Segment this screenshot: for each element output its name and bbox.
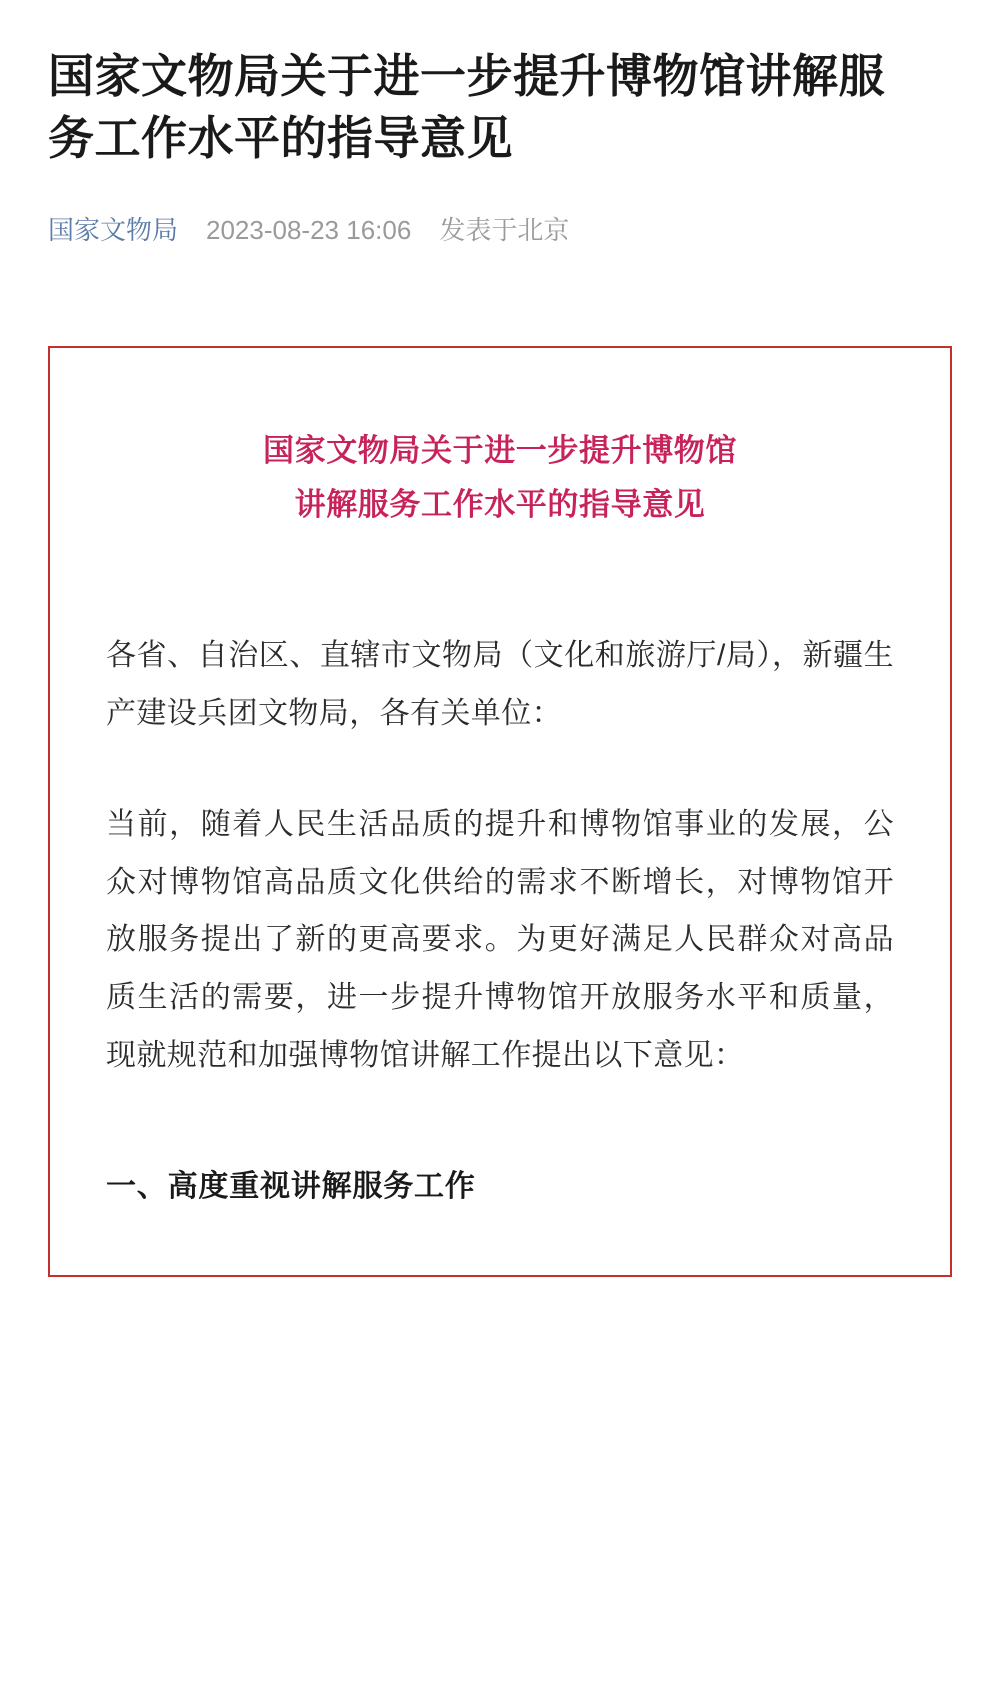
document-paragraph: 当前，随着人民生活品质的提升和博物馆事业的发展，公众对博物馆高品质文化供给的需求不断增长，对博物馆开放服务提出了新的更高要求。为更好满足人民群众对高品质生活的需要，进一步提升博物馆开放服务水平和质量，现就规范和加强博物馆讲解工作提出以下意见： bbox=[106, 808, 894, 1072]
meta-publish-location: 发表于北京 bbox=[439, 215, 570, 246]
article-meta bbox=[48, 215, 952, 246]
document-body bbox=[106, 627, 894, 1215]
document-title bbox=[106, 424, 894, 531]
meta-account-name[interactable]: 国家文物局 bbox=[48, 215, 179, 246]
document-title-line-2: 讲解服务工作水平的指导意见 bbox=[294, 486, 706, 522]
document-paragraph: 各省、自治区、直辖市文物局（文化和旅游厅/局），新疆生产建设兵团文物局，各有关单位： bbox=[106, 639, 894, 730]
document-section-heading: 一、高度重视讲解服务工作 bbox=[106, 1170, 476, 1204]
meta-publish-datetime: 2023-08-23 16:06 bbox=[206, 215, 412, 246]
page-title: 国家文物局关于进一步提升博物馆讲解服务工作水平的指导意见 bbox=[48, 50, 885, 164]
official-document-box bbox=[48, 346, 952, 1277]
document-title-line-1: 国家文物局关于进一步提升博物馆 bbox=[263, 433, 737, 469]
